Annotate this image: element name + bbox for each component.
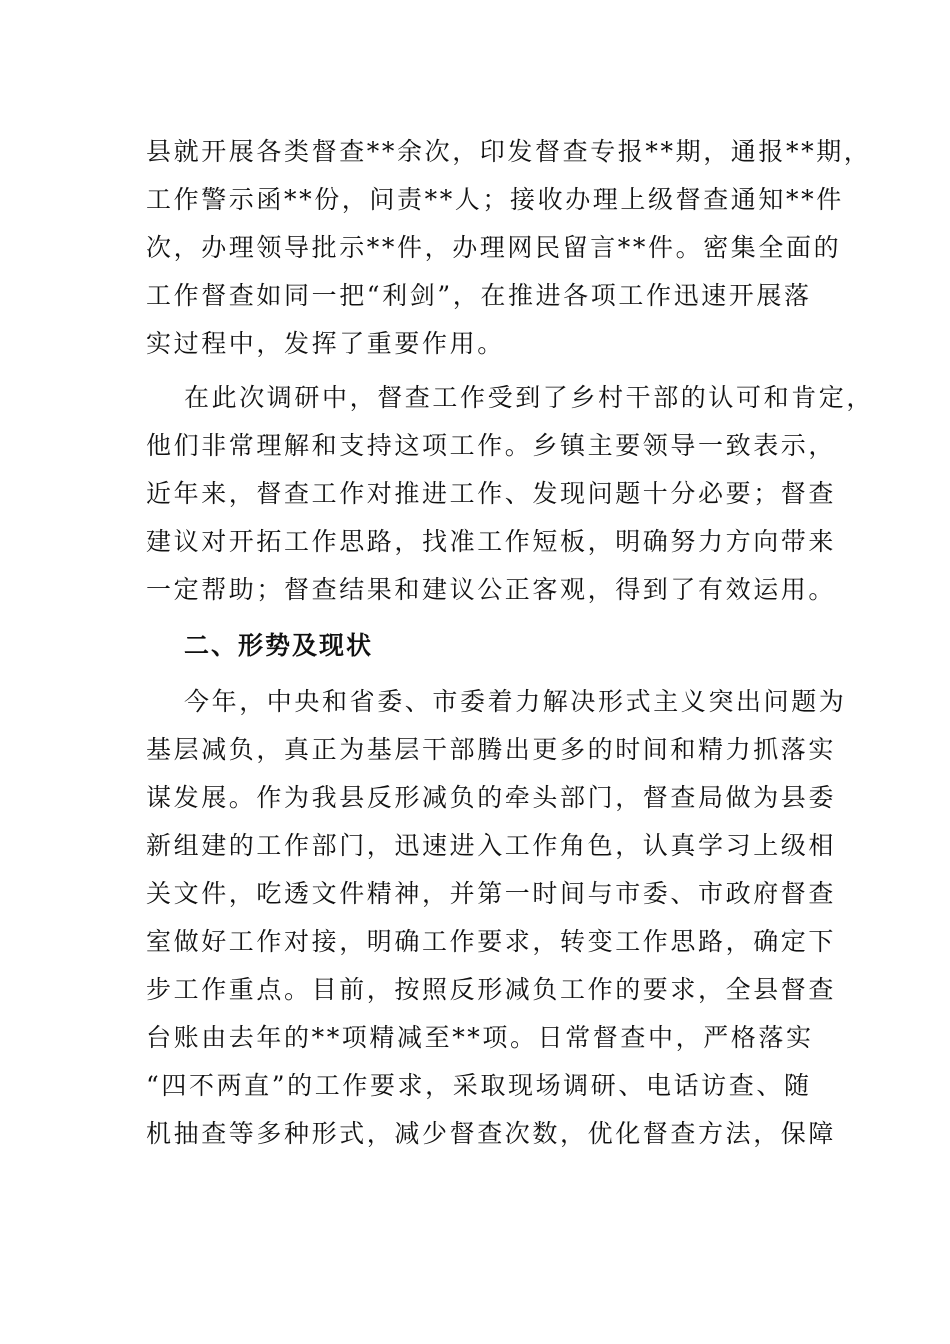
paragraph-line: 县就开展各类督查**余次，印发督查专报**期，通报**期，: [146, 137, 872, 166]
paragraph-line: 他们非常理解和支持这项工作。乡镇主要领导一致表示，: [146, 431, 837, 460]
paragraph-line: 关文件，吃透文件精神，并第一时间与市委、市政府督查: [146, 879, 837, 908]
paragraph-line: 机抽查等多种形式，减少督查次数，优化督查方法，保障: [146, 1119, 837, 1148]
paragraph-line: 在此次调研中，督查工作受到了乡村干部的认可和肯定，: [184, 383, 875, 412]
paragraph-line: 今年，中央和省委、市委着力解决形式主义突出问题为: [184, 687, 847, 716]
paragraph-line: 台账由去年的**项精减至**项。日常督查中，严格落实: [146, 1023, 814, 1052]
paragraph-line: 步工作重点。目前，按照反形减负工作的要求，全县督查: [146, 975, 837, 1004]
paragraph-line: 一定帮助；督查结果和建议公正客观，得到了有效运用。: [146, 575, 837, 604]
paragraph-line: 建议对开拓工作思路，找准工作短板，明确努力方向带来: [146, 527, 837, 556]
paragraph-line: 近年来，督查工作对推进工作、发现问题十分必要；督查: [146, 479, 837, 508]
paragraph-line: 新组建的工作部门，迅速进入工作角色，认真学习上级相: [146, 831, 837, 860]
paragraph-line: 工作警示函**份，问责**人；接收办理上级督查通知**件: [146, 185, 844, 214]
paragraph-line: 工作督查如同一把“利剑”，在推进各项工作迅速开展落: [146, 281, 812, 310]
paragraph-line: “四不两直”的工作要求，采取现场调研、电话访查、随: [146, 1071, 812, 1100]
paragraph-line: 基层减负，真正为基层干部腾出更多的时间和精力抓落实: [146, 735, 837, 764]
paragraph-spacer: [146, 614, 806, 622]
paragraph-line: 次，办理领导批示**件，办理网民留言**件。密集全面的: [146, 233, 842, 262]
paragraph-line: 室做好工作对接，明确工作要求，转变工作思路，确定下: [146, 927, 837, 956]
document-body: [146, 128, 875, 1158]
paragraph-supervision-statistics: [146, 128, 872, 368]
paragraph-spacer: [146, 670, 806, 678]
paragraph-line: 实过程中，发挥了重要作用。: [146, 329, 505, 358]
paragraph-line: 谋发展。作为我县反形减负的牵头部门，督查局做为县委: [146, 783, 837, 812]
section-heading: 二、形势及现状: [184, 631, 374, 660]
paragraph-situation-status: [146, 678, 847, 1158]
paragraph-research-feedback: [146, 374, 875, 614]
